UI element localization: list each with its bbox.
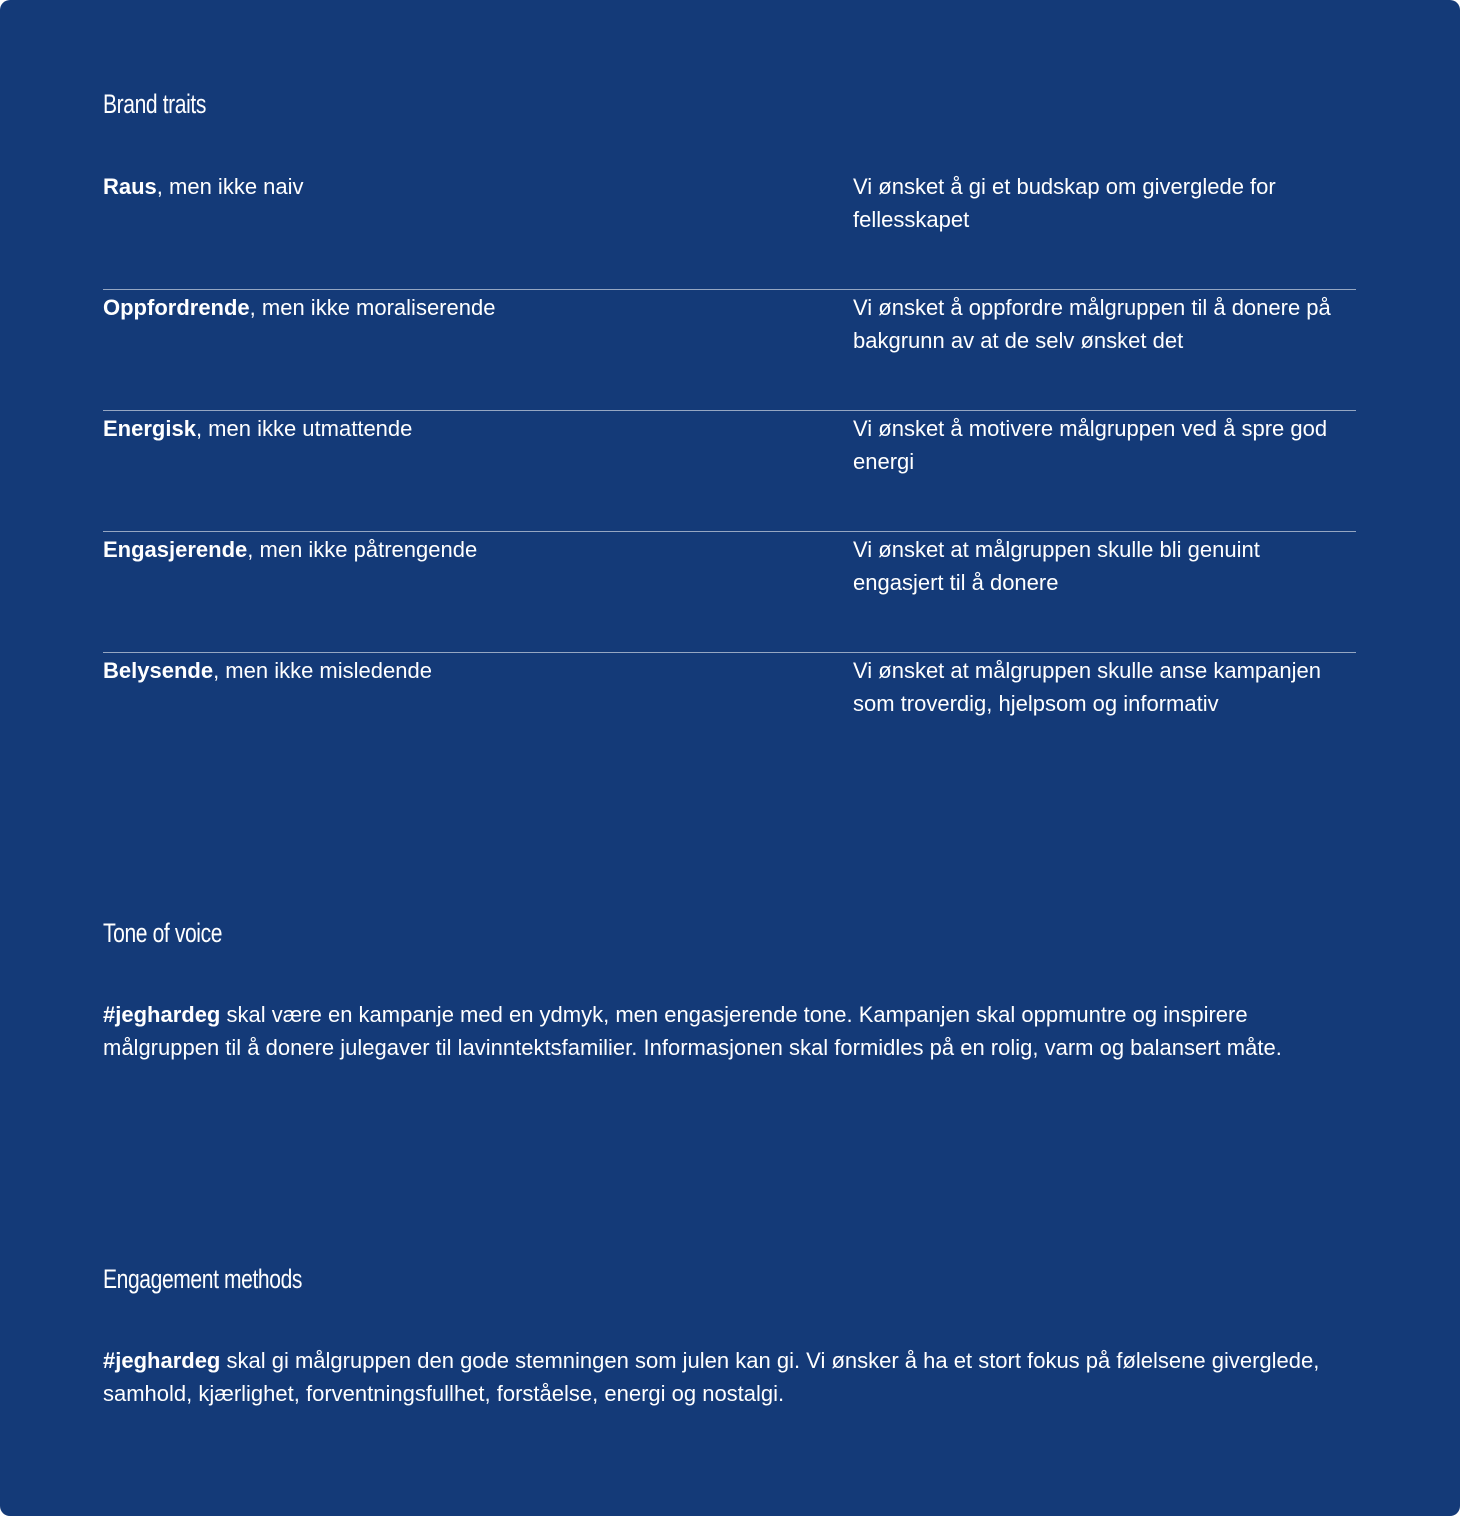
hashtag: #jeghardeg — [103, 1348, 221, 1373]
engagement-methods-title: Engagement methods — [103, 1264, 303, 1294]
trait-row — [103, 290, 1356, 411]
trait-description: Vi ønsket å oppfordre målgruppen til å donere på bakgrunn av at de selv ønsket det — [853, 295, 1331, 353]
trait-description: Vi ønsket å motivere målgruppen ved å spre god energi — [853, 416, 1328, 474]
brand-traits-list — [103, 170, 1356, 774]
trait-keyword: Engasjerende — [103, 537, 248, 562]
engagement-methods-text: skal gi målgruppen den gode stemningen som julen kan gi. Vi ønsker å ha et stort fokus på følelsene giverglede, samhold, kjærlighet, forventningsfullhet, forståelse, energi og nostalgi. — [103, 1348, 1320, 1406]
brand-traits-title: Brand traits — [103, 89, 207, 119]
hashtag: #jeghardeg — [103, 1002, 221, 1027]
trait-description: Vi ønsket at målgruppen skulle anse kampanjen som troverdig, hjelpsom og informativ — [853, 658, 1321, 716]
trait-qualifier: , men ikke misledende — [213, 658, 432, 683]
trait-row — [103, 411, 1356, 532]
trait-name — [103, 291, 495, 324]
trait-qualifier: , men ikke påtrengende — [247, 537, 478, 562]
trait-qualifier: , men ikke utmattende — [195, 416, 413, 441]
trait-row — [103, 653, 1356, 774]
tone-of-voice-text: skal være en kampanje med en ydmyk, men engasjerende tone. Kampanjen skal oppmuntre og inspirere målgruppen til å donere julegaver til lavinntektsfamilier. Informasjonen skal formidles på en rolig, varm og balansert måte. — [103, 1002, 1282, 1060]
trait-qualifier: , men ikke naiv — [156, 174, 304, 199]
trait-name — [103, 533, 477, 566]
trait-row — [103, 170, 1356, 290]
trait-description: Vi ønsket at målgruppen skulle bli genuint engasjert til å donere — [853, 537, 1260, 595]
engagement-methods-paragraph — [103, 1344, 1343, 1410]
trait-name — [103, 654, 432, 687]
trait-row — [103, 532, 1356, 653]
trait-keyword: Belysende — [103, 658, 214, 683]
tone-of-voice-paragraph — [103, 998, 1343, 1064]
trait-name — [103, 170, 304, 203]
trait-keyword: Oppfordrende — [103, 295, 250, 320]
trait-description: Vi ønsket å gi et budskap om giverglede for fellesskapet — [853, 174, 1276, 232]
trait-name — [103, 412, 412, 445]
trait-keyword: Energisk — [103, 416, 196, 441]
trait-keyword: Raus — [103, 174, 157, 199]
tone-of-voice-title: Tone of voice — [103, 918, 223, 948]
trait-qualifier: , men ikke moraliserende — [249, 295, 496, 320]
